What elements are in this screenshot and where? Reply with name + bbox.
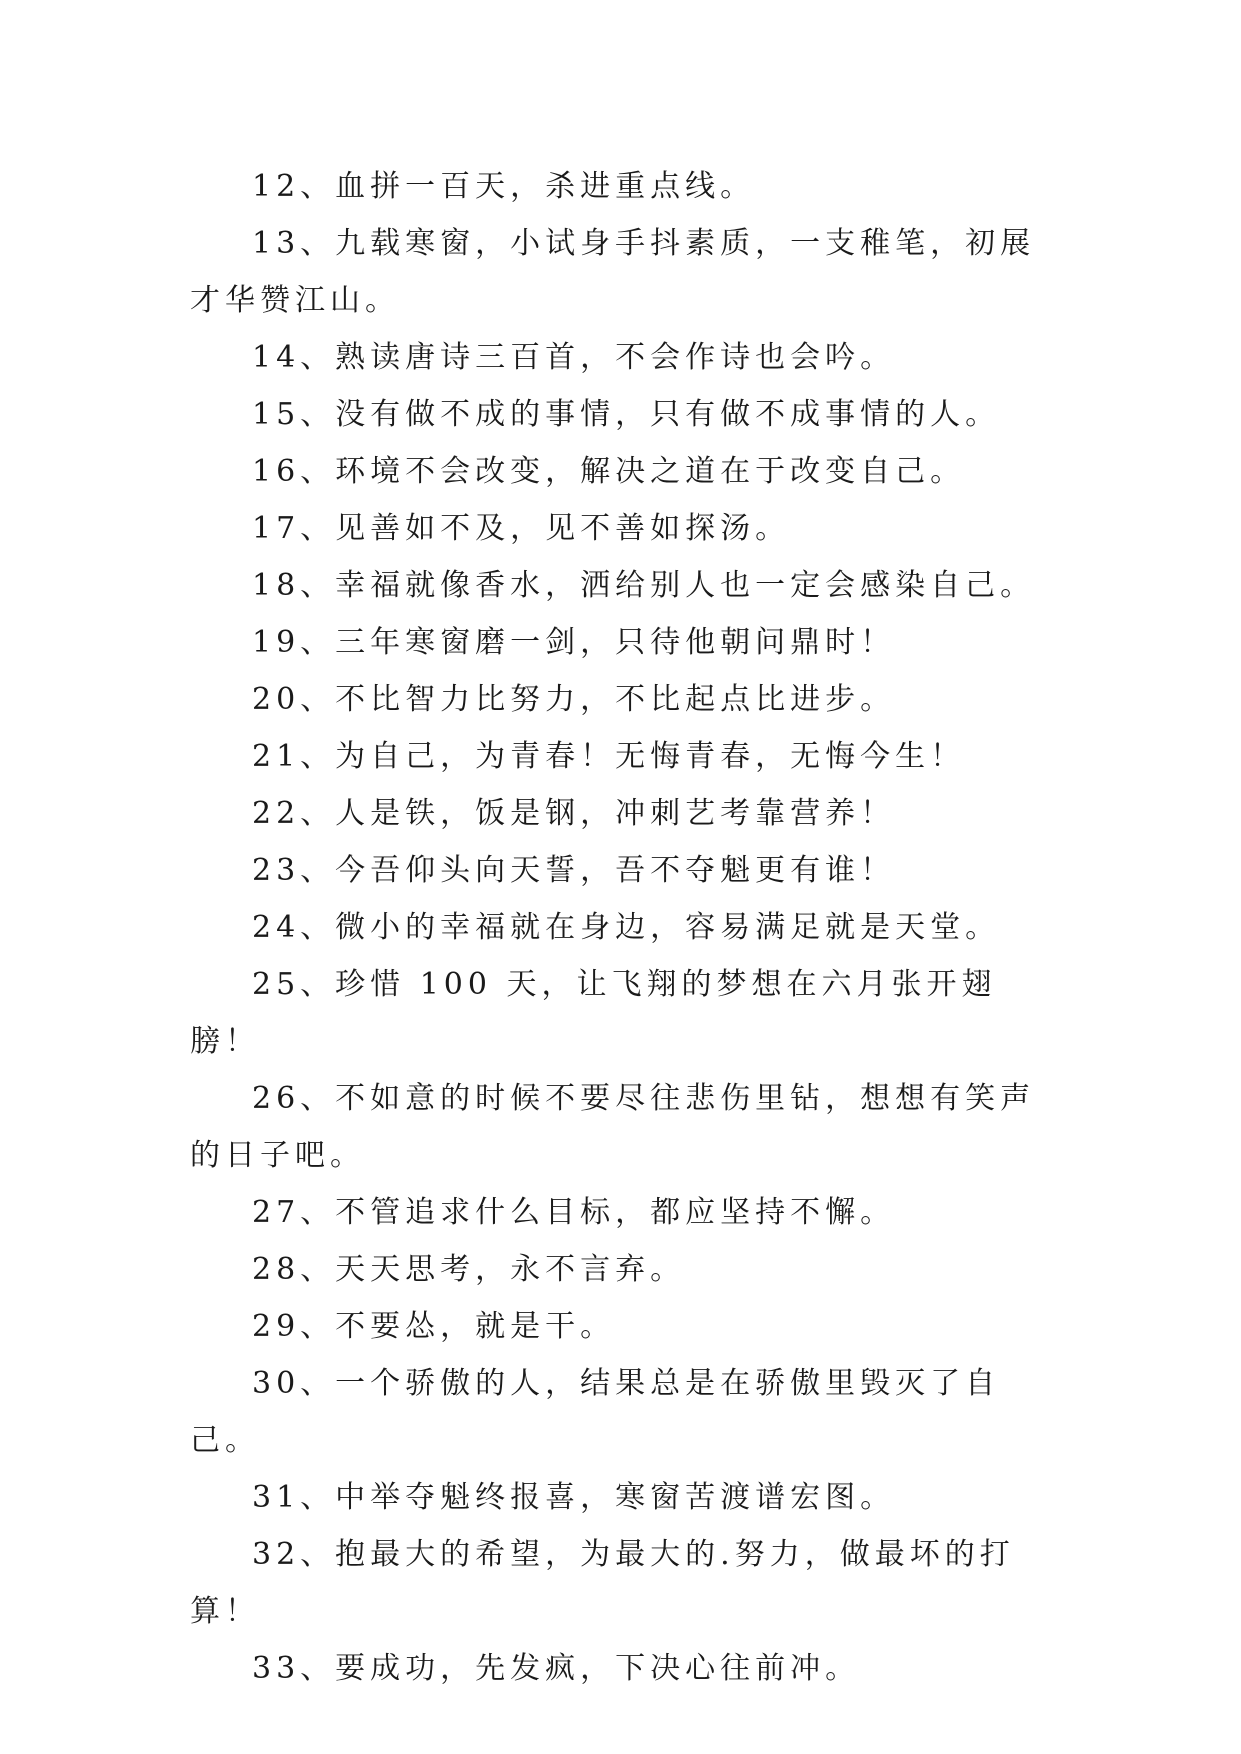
- paragraph-15: 15、没有做不成的事情，只有做不成事情的人。: [252, 397, 1001, 432]
- paragraph-23: 23、今吾仰头向天誓，吾不夺魁更有谁！: [252, 853, 896, 888]
- paragraph-13: 13、九载寒窗，小试身手抖素质，一支稚笔，初展才华赞江山。: [190, 226, 1036, 318]
- paragraph-12: 12、血拼一百天，杀进重点线。: [252, 169, 756, 204]
- paragraph-29: 29、不要怂，就是干。: [252, 1309, 616, 1344]
- paragraph-24: 24、微小的幸福就在身边，容易满足就是天堂。: [252, 910, 1001, 945]
- paragraph-30: 30、一个骄傲的人，结果总是在骄傲里毁灭了自己。: [190, 1366, 1001, 1458]
- paragraph-33: 33、要成功，先发疯，下决心往前冲。: [252, 1651, 861, 1686]
- paragraph-17: 17、见善如不及，见不善如探汤。: [252, 511, 791, 546]
- paragraph-22: 22、人是铁，饭是钢，冲刺艺考靠营养！: [252, 796, 896, 831]
- paragraph-27: 27、不管追求什么目标，都应坚持不懈。: [252, 1195, 896, 1230]
- paragraph-21: 21、为自己，为青春！无悔青春，无悔今生！: [252, 739, 966, 774]
- paragraph-25: 25、珍惜 100 天，让飞翔的梦想在六月张开翅膀！: [190, 967, 997, 1059]
- paragraph-16: 16、环境不会改变，解决之道在于改变自己。: [252, 454, 966, 489]
- document-body: [190, 158, 1060, 1697]
- paragraph-32: 32、抱最大的希望，为最大的.努力，做最坏的打算！: [190, 1537, 1015, 1629]
- paragraph-28: 28、天天思考，永不言弃。: [252, 1252, 686, 1287]
- paragraph-18: 18、幸福就像香水，洒给别人也一定会感染自己。: [252, 568, 1036, 603]
- paragraph-31: 31、中举夺魁终报喜，寒窗苦渡谱宏图。: [252, 1480, 896, 1515]
- paragraph-14: 14、熟读唐诗三百首，不会作诗也会吟。: [252, 340, 896, 375]
- paragraph-26: 26、不如意的时候不要尽往悲伤里钻，想想有笑声的日子吧。: [190, 1081, 1036, 1173]
- paragraph-19: 19、三年寒窗磨一剑，只待他朝问鼎时！: [252, 625, 896, 660]
- paragraph-20: 20、不比智力比努力，不比起点比进步。: [252, 682, 896, 717]
